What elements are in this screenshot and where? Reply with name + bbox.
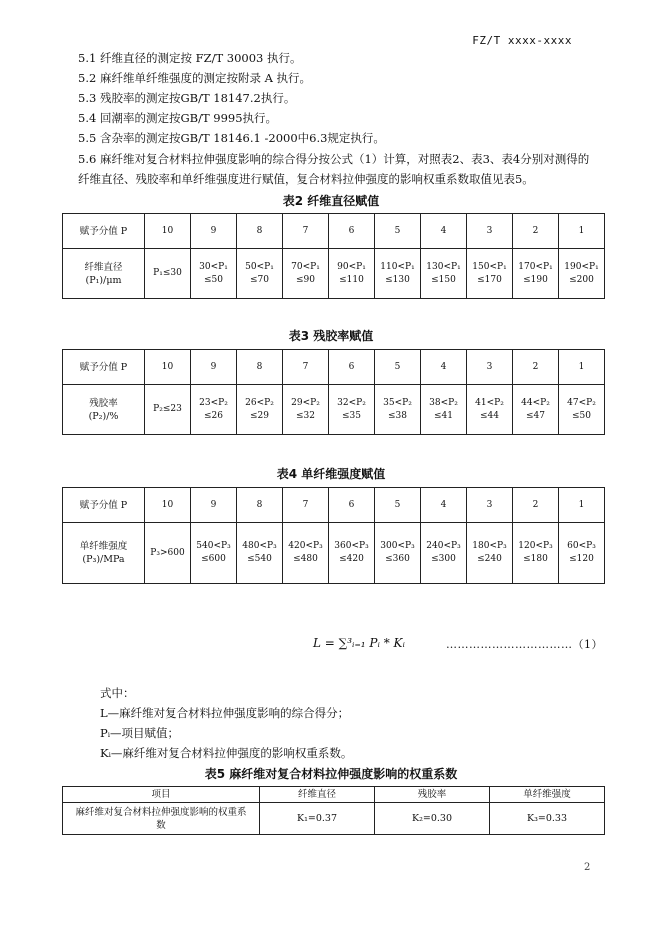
table3-cell: 41<P₂ ≤44	[467, 385, 513, 435]
table3	[62, 349, 605, 435]
table3-header-cell: 3	[467, 350, 513, 385]
table4-header-cell: 2	[513, 488, 559, 523]
table3-cell: 32<P₂ ≤35	[329, 385, 375, 435]
table3-header-cell: 赋予分值 P	[63, 350, 145, 385]
table5-header-cell: 残胶率	[375, 787, 490, 803]
table3-cell: 26<P₂ ≤29	[237, 385, 283, 435]
table3-cell: 38<P₂ ≤41	[421, 385, 467, 435]
table2-header-cell: 1	[559, 214, 605, 249]
table5-header-cell: 单纤维强度	[490, 787, 605, 803]
table5-header-cell: 纤维直径	[260, 787, 375, 803]
table2-header-cell: 4	[421, 214, 467, 249]
table3-header-cell: 8	[237, 350, 283, 385]
table5-header-cell: 项目	[63, 787, 260, 803]
table4-value-row	[63, 523, 605, 584]
table4-cell: 360<P₃ ≤420	[329, 523, 375, 584]
table2	[62, 213, 605, 299]
formula-1: L = ∑³ᵢ₌₁ Pᵢ * Kᵢ	[313, 636, 405, 650]
where-item-K: Kᵢ—麻纤维对复合材料拉伸强度的影响权重系数。	[100, 746, 353, 760]
table4-cell: 180<P₃ ≤240	[467, 523, 513, 584]
table2-header-cell: 10	[145, 214, 191, 249]
clause-5-3: 5.3 残胶率的测定按GB/T 18147.2执行。	[78, 91, 296, 105]
table4-header-cell: 6	[329, 488, 375, 523]
clause-5-4: 5.4 回潮率的测定按GB/T 9995执行。	[78, 111, 278, 125]
table4-caption: 表4 单纤维强度赋值	[276, 467, 386, 481]
table5-row-label: 麻纤维对复合材料拉伸强度影响的权重系 数	[63, 803, 260, 835]
table3-header-cell: 2	[513, 350, 559, 385]
clause-5-6: 5.6 麻纤维对复合材料拉伸强度影响的综合得分按公式（1）计算，对照表2、表3、表4分别对测得的纤维直径、残胶率和单纤维强度进行赋值，复合材料拉伸强度的影响权重系数取值见表5。	[78, 152, 590, 186]
table2-header-row	[63, 214, 605, 249]
table3-cell: 44<P₂ ≤47	[513, 385, 559, 435]
where-item-P: Pᵢ—项目赋值；	[100, 726, 180, 740]
table2-header-cell: 7	[283, 214, 329, 249]
table2-header-cell: 赋予分值 P	[63, 214, 145, 249]
table2-cell: 190<P₁ ≤200	[559, 249, 605, 299]
table4-header-cell: 3	[467, 488, 513, 523]
table3-header-cell: 10	[145, 350, 191, 385]
table4-header-cell: 1	[559, 488, 605, 523]
table4-cell: 60<P₃ ≤120	[559, 523, 605, 584]
clause-5-5: 5.5 含杂率的测定按GB/T 18146.1 -2000中6.3规定执行。	[78, 131, 385, 145]
table4-header-cell: 5	[375, 488, 421, 523]
table4-header-cell: 4	[421, 488, 467, 523]
table4-cell: 300<P₃ ≤360	[375, 523, 421, 584]
table4-row-label: 单纤维强度 (P₃)/MPa	[63, 523, 145, 584]
table5-value-row	[63, 803, 605, 835]
table2-header-cell: 6	[329, 214, 375, 249]
table2-cell: 70<P₁ ≤90	[283, 249, 329, 299]
table3-row-label: 残胶率 (P₂)/%	[63, 385, 145, 435]
table4-header-cell: 10	[145, 488, 191, 523]
table3-header-cell: 1	[559, 350, 605, 385]
table2-cell: 90<P₁ ≤110	[329, 249, 375, 299]
where-item-L: L—麻纤维对复合材料拉伸强度影响的综合得分；	[100, 706, 350, 720]
table3-cell: 47<P₂ ≤50	[559, 385, 605, 435]
table2-cell: 150<P₁ ≤170	[467, 249, 513, 299]
table2-cell: 50<P₁ ≤70	[237, 249, 283, 299]
table2-header-cell: 5	[375, 214, 421, 249]
table5-cell: K₂=0.30	[375, 803, 490, 835]
table2-cell: 130<P₁ ≤150	[421, 249, 467, 299]
table4-header-cell: 8	[237, 488, 283, 523]
formula-number: ……………………………（1）	[446, 638, 603, 651]
doc-header: FZ/T xxxx-xxxx	[472, 34, 572, 47]
table5-header-row	[63, 787, 605, 803]
clause-5-2: 5.2 麻纤维单纤维强度的测定按附录 A 执行。	[78, 71, 312, 85]
table3-cell: 29<P₂ ≤32	[283, 385, 329, 435]
table3-cell: 23<P₂ ≤26	[191, 385, 237, 435]
table3-caption: 表3 残胶率赋值	[288, 329, 374, 343]
table4-cell: P₃>600	[145, 523, 191, 584]
table4-header-cell: 7	[283, 488, 329, 523]
table3-header-cell: 9	[191, 350, 237, 385]
table3-value-row	[63, 385, 605, 435]
table4-cell: 480<P₃ ≤540	[237, 523, 283, 584]
table2-cell: 30<P₁ ≤50	[191, 249, 237, 299]
table4-header-row	[63, 488, 605, 523]
table3-cell: 35<P₂ ≤38	[375, 385, 421, 435]
table2-header-cell: 2	[513, 214, 559, 249]
table3-header-cell: 6	[329, 350, 375, 385]
table3-cell: P₂≤23	[145, 385, 191, 435]
table2-cell: 110<P₁ ≤130	[375, 249, 421, 299]
table4-cell: 240<P₃ ≤300	[421, 523, 467, 584]
table3-header-cell: 7	[283, 350, 329, 385]
table2-header-cell: 9	[191, 214, 237, 249]
table5-caption: 表5 麻纤维对复合材料拉伸强度影响的权重系数	[204, 767, 458, 781]
table4-header-cell: 9	[191, 488, 237, 523]
where-title: 式中：	[100, 686, 135, 700]
table3-header-cell: 5	[375, 350, 421, 385]
table2-cell: 170<P₁ ≤190	[513, 249, 559, 299]
table5-cell: K₃=0.33	[490, 803, 605, 835]
table2-cell: P₁≤30	[145, 249, 191, 299]
table2-value-row	[63, 249, 605, 299]
table2-header-cell: 3	[467, 214, 513, 249]
table2-caption: 表2 纤维直径赋值	[282, 194, 380, 208]
table2-row-label: 纤维直径 (P₁)/μm	[63, 249, 145, 299]
table4-cell: 120<P₃ ≤180	[513, 523, 559, 584]
table3-header-cell: 4	[421, 350, 467, 385]
table2-header-cell: 8	[237, 214, 283, 249]
table5	[62, 786, 605, 835]
table5-cell: K₁=0.37	[260, 803, 375, 835]
table4-header-cell: 赋予分值 P	[63, 488, 145, 523]
clause-5-1: 5.1 纤维直径的测定按 FZ/T 30003 执行。	[78, 51, 302, 65]
table4-cell: 420<P₃ ≤480	[283, 523, 329, 584]
table3-header-row	[63, 350, 605, 385]
table4-cell: 540<P₃ ≤600	[191, 523, 237, 584]
page-number: 2	[584, 862, 591, 873]
table4	[62, 487, 605, 584]
